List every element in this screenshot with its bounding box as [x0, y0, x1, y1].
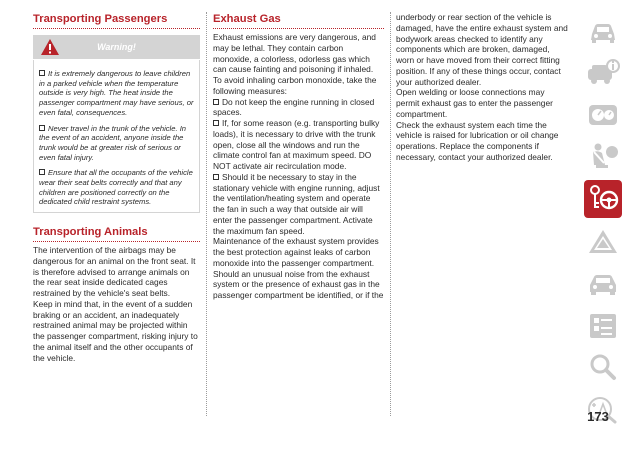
measure-text: If, for some reason (e.g. transporting bulky loads), it is necessary to drive with the trunk open, close all the windows and run the climate control fan at maximum speed. DO NOT activate air recirculation mode.	[213, 118, 380, 171]
paragraph: Exhaust emissions are very dangerous, and may be lethal. They contain carbon monoxide, a colorless, odorless gas which can cause fainting and poisoning if inhaled.	[213, 32, 376, 75]
warning-item-text: It is extremely dangerous to leave children in a parked vehicle when the temperature outside is very high. The heat inside the passenger compartment may have serious, or even fatal, consequences.	[39, 69, 194, 117]
measure-item	[213, 172, 384, 237]
paragraph: Should an unusual noise from the exhaust system or the presence of exhaust gas in the passenger compartment be identified, or if the	[213, 268, 384, 300]
exhaust-text	[213, 32, 384, 301]
column-divider	[390, 12, 391, 416]
warning-item-text: Ensure that all the occupants of the vehicle wear their seat belts correctly and that any children are positioned correctly on the dedicated child restraint systems.	[39, 168, 193, 207]
measure-item	[213, 97, 384, 119]
transporting-passengers-heading: Transporting Passengers	[33, 12, 200, 29]
warning-item	[39, 168, 194, 207]
column-divider	[206, 12, 207, 416]
warning-header	[33, 35, 200, 60]
warning-item-text: Never travel in the trunk of the vehicle. In the event of an accident, anyone inside the trunk would be at greater risk of serious or even fatal injury.	[39, 123, 187, 162]
magnifier-index-icon[interactable]	[583, 350, 623, 385]
middle-column	[213, 12, 384, 301]
warning-title: Warning!	[97, 42, 136, 52]
bullet-square-icon	[213, 99, 219, 105]
left-column	[33, 12, 200, 363]
key-steering-wheel-icon[interactable]	[583, 180, 623, 218]
measure-text: Do not keep the engine running in closed spaces.	[213, 96, 375, 118]
paragraph: Check the exhaust system each time the vehicle is raised for lubrication or oil change operations. Replace the components if necessary, contact your authorized dealer.	[396, 119, 559, 162]
paragraph: To avoid inhaling carbon monoxide, take the following measures:	[213, 75, 377, 96]
bullet-square-icon	[39, 125, 45, 131]
bullet-square-icon	[213, 120, 219, 126]
car-front-icon[interactable]	[583, 14, 623, 49]
warning-body	[33, 60, 200, 213]
page-number: 173	[587, 409, 609, 424]
measure-item	[213, 118, 384, 172]
transporting-animals-heading: Transporting Animals	[33, 225, 200, 242]
paragraph: Keep in mind that, in the event of a sudden braking or an accident, an inadequately restrained animal may be projected within the passenger compartment, risking injury to the animal itself and the other occupants of the vehicle.	[33, 298, 198, 363]
animals-text	[33, 245, 200, 363]
paragraph: Open welding or loose connections may permit exhaust gas to enter the passenger compartment.	[396, 87, 553, 119]
right-column	[396, 12, 568, 163]
chapter-sidebar	[578, 14, 628, 433]
paragraph: The intervention of the airbags may be dangerous for an animal on the front seat. It is therefore advised to arrange animals on the rear seat inside dedicated cages restrained by the vehicle's seat belts.	[33, 245, 196, 299]
car-info-icon[interactable]	[583, 56, 623, 91]
warning-box	[33, 35, 200, 213]
bullet-square-icon	[39, 70, 45, 76]
exhaust-continued-text	[396, 12, 568, 163]
paragraph: Maintenance of the exhaust system provides the best protection against leaks of carbon monoxide into the passenger compartment.	[213, 236, 379, 268]
exhaust-gas-heading: Exhaust Gas	[213, 12, 384, 29]
car-service-icon[interactable]	[583, 267, 623, 302]
bullet-square-icon	[39, 169, 45, 175]
warning-item	[39, 69, 194, 118]
seatbelt-airbag-icon[interactable]	[583, 139, 623, 174]
bullet-square-icon	[213, 174, 219, 180]
technical-data-icon[interactable]	[583, 308, 623, 343]
measure-text: Should it be necessary to stay in the stationary vehicle with engine running, adjust the ventilation/heating system and operate the fan in such a way that outside air will enter the passenger compartment. Activate the maximum fan speed.	[213, 171, 380, 236]
warning-item	[39, 124, 194, 163]
warning-triangle-icon[interactable]	[583, 225, 623, 260]
paragraph: underbody or rear section of the vehicle is damaged, have the entire exhaust system and bodywork areas checked to identify any components which are broken, damaged, worn or have moved from their correct fitting position. If any of these things occur, contact your authorized dealer.	[396, 12, 568, 87]
warning-triangle-icon	[40, 38, 60, 56]
dashboard-gauge-icon[interactable]	[583, 97, 623, 132]
